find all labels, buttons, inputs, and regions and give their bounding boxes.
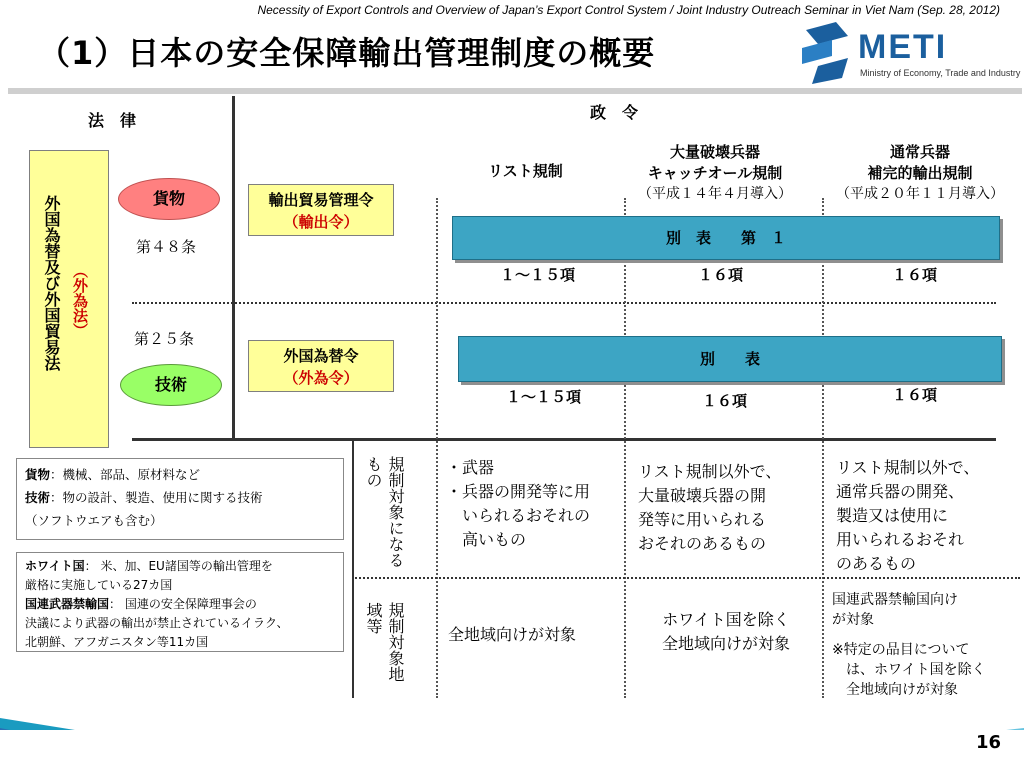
conv-targets <box>836 456 979 576</box>
tech-oval-label: 技術 <box>154 375 187 394</box>
wmd-header-line1: 大量破壊兵器 <box>669 143 760 161</box>
logo-subtitle: Ministry of Economy, Trade and Industry <box>860 68 1021 78</box>
conv-region-line5: 全地域向けが対象 <box>832 682 958 698</box>
law-order-divider <box>232 96 235 440</box>
embargo-country-desc: ： 国連の安全保障理事会の <box>109 597 257 611</box>
def-tech-desc: ：物の設計、製造、使用に関する技術 <box>50 490 263 505</box>
list-target-line2: ・兵器の開発等に用 <box>446 482 591 501</box>
tech-oval <box>120 364 222 406</box>
wmd-target-line2: 大量破壊兵器の開 <box>638 486 767 505</box>
goods-tech-divider <box>132 302 996 304</box>
white-bottom-strip <box>0 730 1024 768</box>
white-country-desc2: 厳格に実施している27カ国 <box>25 578 173 592</box>
target-region-divider <box>352 577 1020 579</box>
meti-logo <box>798 22 1021 86</box>
wmd-header-line3: （平成１４年４月導入） <box>638 186 792 202</box>
title-underline <box>8 88 1022 94</box>
forex-appended-table-bar <box>458 336 1002 382</box>
goods-oval <box>118 178 220 220</box>
target-row-label: 規制対象になるもの <box>364 456 405 568</box>
goods-conv-items: １６項 <box>892 266 938 284</box>
definitions-note <box>16 458 344 540</box>
meti-emblem-icon <box>798 22 854 86</box>
page-number: 16 <box>976 732 1002 753</box>
foreign-exchange-law-box <box>29 150 109 448</box>
forex-order-name: 外国為替令 <box>283 347 359 365</box>
list-control-header: リスト規制 <box>488 162 563 180</box>
tech-wmd-items: １６項 <box>702 392 748 410</box>
def-tech <box>25 486 335 509</box>
export-order-short: （輸出令） <box>283 213 359 231</box>
conv-header-line2: 補完的輸出規制 <box>867 164 973 182</box>
def-tech-term: 技術 <box>25 490 51 505</box>
conv-target-line5: のあるもの <box>836 554 917 573</box>
embargo-country-desc2: 決議により武器の輸出が禁止されているイラク、 <box>25 616 289 630</box>
white-country-desc: ： 米、加、EU諸国等の輸出管理を <box>84 559 273 573</box>
list-target-line3: いられるおそれの <box>446 506 591 525</box>
export-order-box <box>248 184 394 236</box>
seminar-header: Necessity of Export Controls and Overview of Japan’s Export Control System / Joint Industry Outreach Seminar in Viet Nam (Sep. 28, 2012) <box>257 3 1000 17</box>
conv-region-line1: 国連武器禁輸国向け <box>832 592 958 608</box>
logo-wordmark: METI <box>858 28 948 66</box>
wmd-target-line3: 発等に用いられる <box>638 510 767 529</box>
conv-region-line4: は、ホワイト国を除く <box>832 662 986 678</box>
list-targets <box>446 456 590 552</box>
conv-target-line2: 通常兵器の開発、 <box>836 482 965 501</box>
wmd-target-line4: おそれのあるもの <box>638 534 767 553</box>
law-short-name: （外為法） <box>71 263 89 338</box>
tech-list-items: １～１５項 <box>506 388 582 406</box>
embargo-country-term: 国連武器禁輸国 <box>25 597 110 611</box>
wmd-catchall-header <box>610 142 820 205</box>
export-table-label: 別 表 第 １ <box>665 229 786 247</box>
forex-order-box <box>248 340 394 392</box>
conv-target-line3: 製造又は使用に <box>836 506 949 525</box>
wmd-target-line1: リスト規制以外で、 <box>638 462 782 481</box>
list-col-divider-top <box>436 198 438 698</box>
conv-region-line3: ※特定の品目について <box>832 642 970 658</box>
conv-target-line4: 用いられるおそれ <box>836 530 965 549</box>
goods-wmd-items: １６項 <box>698 266 744 284</box>
slide-title: （1）日本の安全保障輸出管理制度の概要 <box>38 34 656 72</box>
region-row-label: 規制対象地域等 <box>364 602 405 682</box>
list-target-line4: 高いもの <box>446 530 527 549</box>
export-appended-table-bar <box>452 216 1000 260</box>
conv-header-line3: （平成２０年１１月導入） <box>836 186 1004 202</box>
wmd-region-line2: 全地域向けが対象 <box>661 634 790 653</box>
wmd-targets <box>638 460 781 556</box>
embargo-country-line <box>25 595 335 614</box>
tech-conv-items: １６項 <box>892 386 938 404</box>
forex-order-short: （外為令） <box>283 369 359 387</box>
conv-region-line2: が対象 <box>832 612 874 628</box>
export-order-name: 輸出貿易管理令 <box>268 191 374 209</box>
list-target-line1: ・武器 <box>446 458 495 477</box>
law-column-header: 法 律 <box>88 111 137 130</box>
goods-list-items: １～１５項 <box>500 266 576 284</box>
law-name: 外国為替及び外国貿易法 <box>42 195 61 371</box>
goods-oval-label: 貨物 <box>152 189 185 208</box>
wmd-region-line1: ホワイト国を除く <box>662 610 790 629</box>
conv-target-line1: リスト規制以外で、 <box>836 458 980 477</box>
wmd-col-divider <box>624 198 626 698</box>
white-country-term: ホワイト国 <box>25 559 85 573</box>
article-48: 第４８条 <box>136 238 197 256</box>
forex-table-label: 別 表 <box>699 350 760 368</box>
conventional-header <box>820 142 1020 205</box>
conv-col-divider <box>822 198 824 698</box>
def-goods <box>25 463 335 486</box>
order-column-header: 政 令 <box>590 103 639 122</box>
article-25: 第２５条 <box>134 330 195 348</box>
list-region: 全地域向けが対象 <box>448 625 577 644</box>
def-goods-desc: ：機械、部品、原材料など <box>50 467 201 482</box>
wmd-header-line2: キャッチオール規制 <box>647 164 783 182</box>
def-goods-term: 貨物 <box>25 467 51 482</box>
upper-section-bottom <box>132 438 996 441</box>
conv-header-line1: 通常兵器 <box>889 143 950 161</box>
embargo-country-desc3: 北朝鮮、アフガニスタン等11カ国 <box>25 635 209 649</box>
white-country-line <box>25 557 335 576</box>
def-tech-note: （ソフトウエアも含む） <box>25 513 163 528</box>
